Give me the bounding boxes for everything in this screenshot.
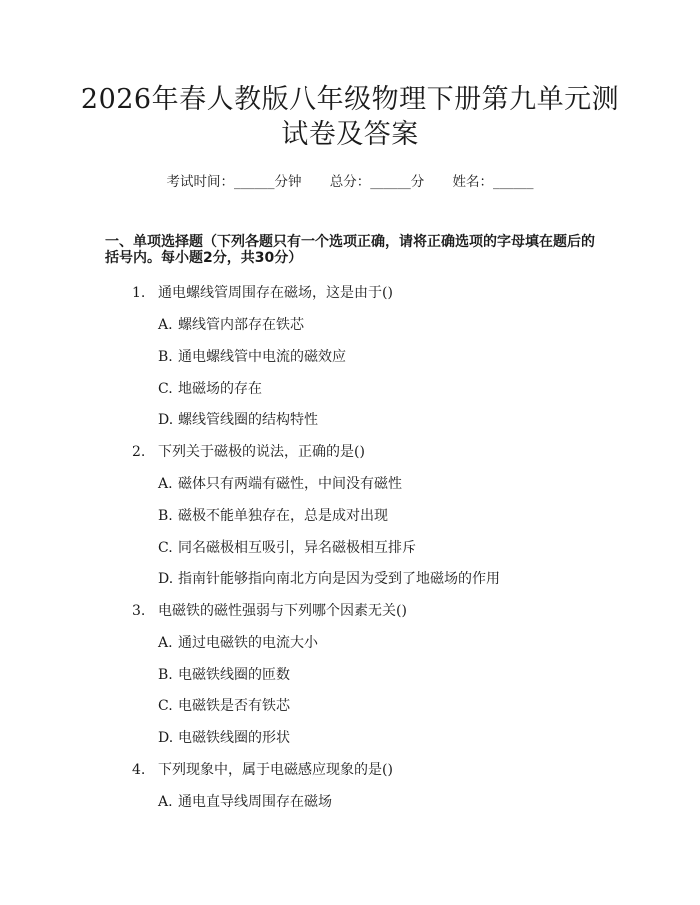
question-text: 通电螺线管周围存在磁场，这是由于() (158, 285, 393, 301)
exam-title-line-2: 试卷及答案 (281, 119, 419, 150)
option-label: C. (158, 540, 173, 556)
option-label: C. (158, 381, 173, 397)
question-text: 下列关于磁极的说法，正确的是() (158, 444, 365, 460)
option-text: 螺线管内部存在铁芯 (178, 317, 304, 333)
option-text: 电磁铁是否有铁芯 (178, 698, 290, 714)
question-1-option-c (158, 380, 262, 398)
question-number: 1. (132, 285, 146, 301)
option-label: D. (158, 571, 174, 587)
question-2-option-a (158, 475, 402, 493)
question-3-option-a (158, 634, 318, 652)
option-label: D. (158, 412, 174, 428)
option-text: 电磁铁线圈的匝数 (178, 667, 290, 683)
option-label: A. (158, 635, 173, 651)
option-label: B. (158, 667, 173, 683)
question-4 (132, 761, 393, 779)
question-text: 电磁铁的磁性强弱与下列哪个因素无关() (158, 603, 407, 619)
question-1 (132, 284, 393, 302)
option-text: 磁极不能单独存在，总是成对出现 (178, 508, 388, 524)
question-3-option-d (158, 729, 290, 747)
option-label: A. (158, 794, 173, 810)
question-2-option-c (158, 539, 416, 557)
option-text: 电磁铁线圈的形状 (178, 730, 290, 746)
question-1-option-d (158, 411, 318, 429)
question-number: 3. (132, 603, 146, 619)
option-text: 同名磁极相互吸引，异名磁极相互排斥 (178, 540, 416, 556)
question-1-option-a (158, 316, 304, 334)
option-label: B. (158, 349, 173, 365)
student-name-field: 姓名：______ (452, 174, 534, 190)
exam-info-row (0, 170, 700, 190)
option-text: 磁体只有两端有磁性，中间没有磁性 (178, 476, 402, 492)
option-text: 通电螺线管中电流的磁效应 (178, 349, 346, 365)
question-1-option-b (158, 348, 346, 366)
question-2-option-b (158, 507, 388, 525)
option-text: 指南针能够指向南北方向是因为受到了地磁场的作用 (178, 571, 500, 587)
section-heading-line-1: 一、单项选择题（下列各题只有一个选项正确，请将正确选项的字母填在题后的 (105, 234, 595, 250)
question-text: 下列现象中，属于电磁感应现象的是() (158, 762, 393, 778)
question-3-option-c (158, 697, 290, 715)
question-4-option-a (158, 793, 332, 811)
option-label: A. (158, 317, 173, 333)
exam-title-line-1: 2026年春人教版八年级物理下册第九单元测 (80, 84, 620, 115)
question-3-option-b (158, 666, 290, 684)
exam-time-field: 考试时间：______分钟 (166, 174, 302, 190)
option-label: A. (158, 476, 173, 492)
option-label: C. (158, 698, 173, 714)
option-text: 通电直导线周围存在磁场 (178, 794, 332, 810)
question-3 (132, 602, 407, 620)
total-score-field: 总分：______分 (329, 174, 425, 190)
question-2-option-d (158, 570, 500, 588)
option-text: 通过电磁铁的电流大小 (178, 635, 318, 651)
option-text: 螺线管线圈的结构特性 (178, 412, 318, 428)
question-number: 4. (132, 762, 146, 778)
question-number: 2. (132, 444, 146, 460)
option-label: B. (158, 508, 173, 524)
question-2 (132, 443, 365, 461)
section-heading-line-2: 括号内。每小题2分，共30分） (105, 250, 303, 266)
option-label: D. (158, 730, 174, 746)
option-text: 地磁场的存在 (178, 381, 262, 397)
